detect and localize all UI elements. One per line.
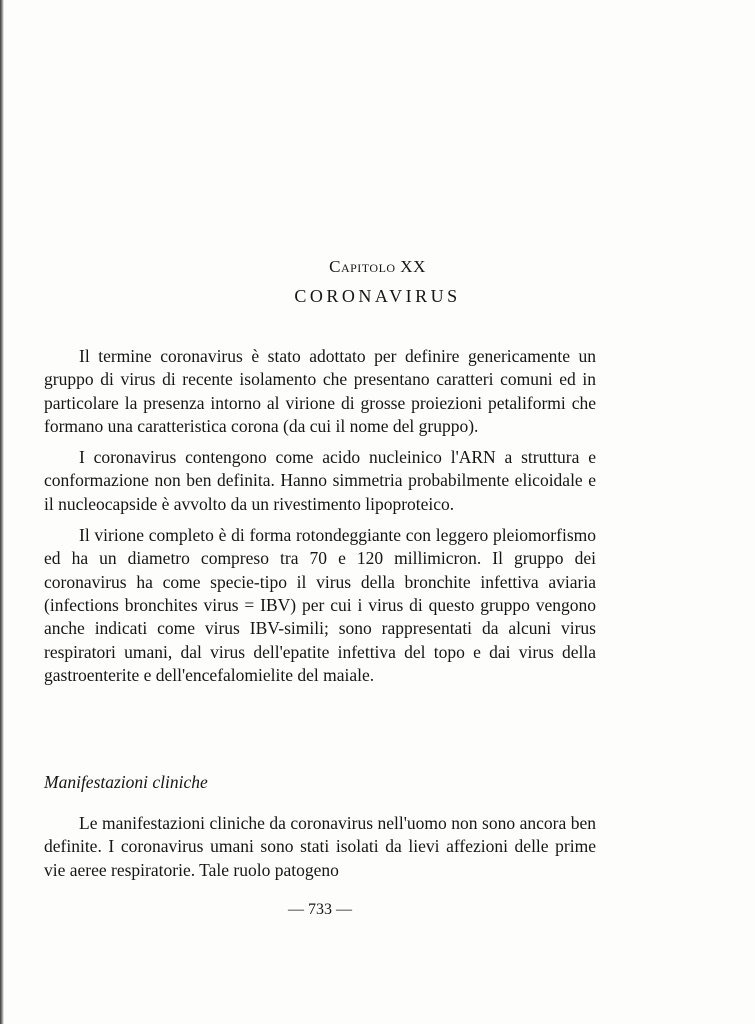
page-number: — 733 — [288,901,352,918]
section-heading: Manifestazioni cliniche [44,772,208,792]
paragraph-3: Il virione completo è di forma rotondeggiante con leggero pleiomorfismo ed ha un diametro compreso tra 70 e 120 millimicron. Il gruppo dei coronavirus ha come specie-tipo il virus della bronchite infettiva aviaria (infections bronchites virus = IBV) per cui i virus di questo gruppo vengono anche indicati come virus IBV-simili; sono rappresentati da alcuni virus respiratori umani, dal virus dell'epatite infettiva del topo e dai virus della gastroenterite e dell'encefalomielite del maiale. [44,525,596,685]
paragraph-2: I coronavirus contengono come acido nucleinico l'ARN a struttura e conformazione non ben definita. Hanno simmetria probabilmente elicoidale e il nucleocapside è avvolto da un rivestimento lipoproteico. [44,447,596,514]
section-paragraph: Le manifestazioni cliniche da coronavirus nell'uomo non sono ancora ben definite. I coronavirus umani sono stati isolati da lievi affezioni delle prime vie aeree respiratorie. Tale ruolo patogeno [44,813,596,880]
chapter-title: CORONAVIRUS [294,286,461,306]
chapter-body [44,345,596,695]
chapter-label: Capitolo XX [329,257,426,276]
page-binding-edge [0,0,4,1024]
section-body [44,812,596,882]
paragraph-1: Il termine coronavirus è stato adottato per definire genericamente un gruppo di virus di recente isolamento che presentano caratteri comuni ed in particolare la presenza intorno al virione di grosse proiezioni petaliformi che formano una caratteristica corona (da cui il nome del gruppo). [44,346,596,436]
